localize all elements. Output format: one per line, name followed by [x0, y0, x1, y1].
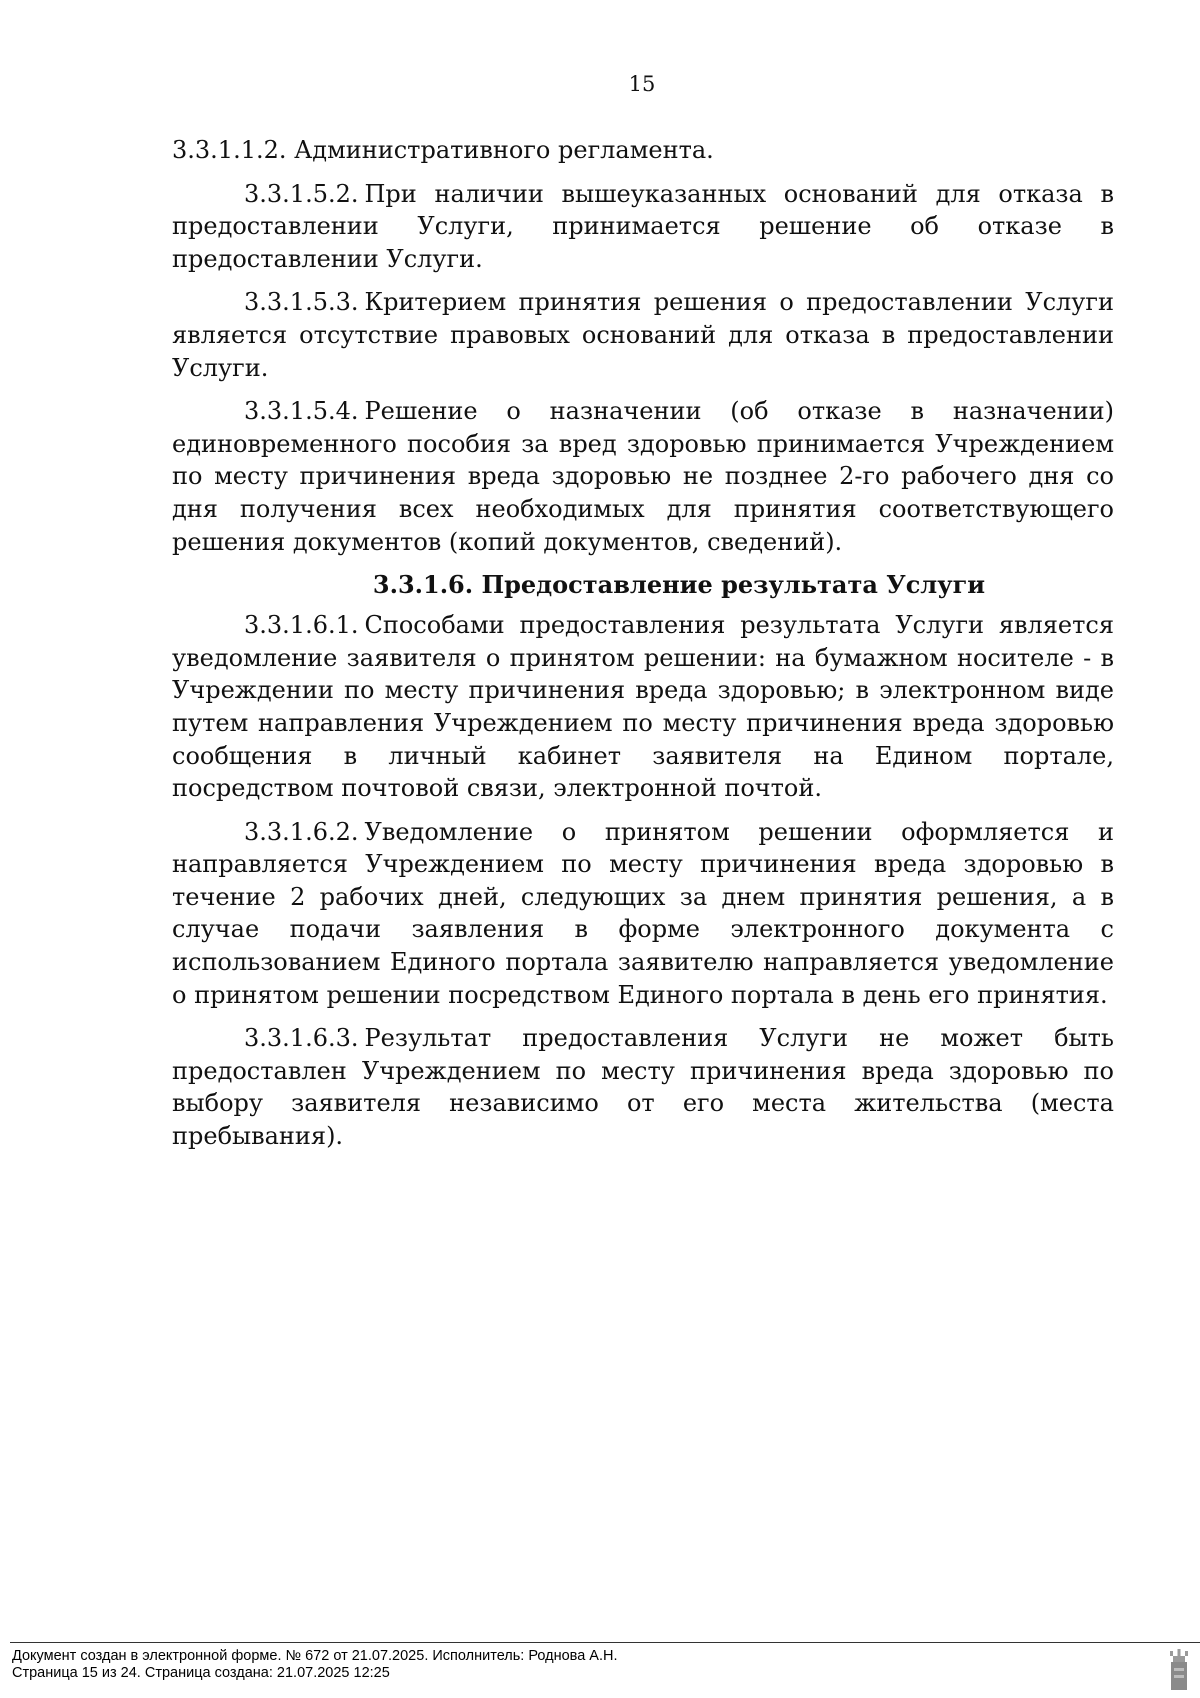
paragraph-3-3-1-5-3: [172, 286, 1114, 384]
paragraph-number: 3.3.1.5.2.: [244, 179, 359, 208]
paragraph-3-3-1-5-2: [172, 178, 1114, 276]
paragraph-text: 3.3.1.1.2. Административного регламента.: [172, 136, 714, 164]
paragraph-number: 3.3.1.5.4.: [244, 397, 359, 426]
paragraph-3-3-1-5-4: [172, 395, 1114, 558]
paragraph-number: 3.3.1.5.3.: [244, 288, 359, 317]
paragraph-3-3-1-1-2: [172, 134, 1114, 167]
document-footer: [0, 1640, 1200, 1698]
paragraph-text: Решение о назначении (об отказе в назначении) единовременного пособия за вред здоровью принимается Учреждением по месту причинения вреда здоровью не позднее 2-го рабочего дня со дня получения всех необходимых для принятия соответствующего решения документов (копий документов, сведений).: [172, 397, 1114, 556]
paragraph-text: При наличии вышеуказанных оснований для отказа в предоставлении Услуги, принимается решение об отказе в предоставлении Услуги.: [172, 179, 1114, 273]
page-number: 15: [628, 72, 656, 96]
paragraph-text: Способами предоставления результата Услуги является уведомление заявителя о принятом решении: на бумажном носителе - в Учреждении по месту причинения вреда здоровью; в электронном виде путем направления Учреждением по месту причинения вреда здоровью сообщения в личный кабинет заявителя на Едином портале, посредством почтовой связи, электронной почтой.: [172, 611, 1114, 803]
footer-line-page: Страница 15 из 24. Страница создана: 21.07.2025 12:25: [12, 1665, 390, 1681]
coat-of-arms-icon: [1168, 1648, 1190, 1692]
paragraph-number: 3.3.1.6.2.: [244, 817, 359, 846]
paragraph-3-3-1-6-3: [172, 1022, 1114, 1152]
paragraph-3-3-1-6-2: [172, 816, 1114, 1012]
paragraph-3-3-1-6-1: [172, 609, 1114, 805]
paragraph-number: 3.3.1.6.1.: [244, 611, 359, 640]
paragraph-text: Уведомление о принятом решении оформляется и направляется Учреждением по месту причинения вреда здоровью в течение 2 рабочих дней, следующих за днем принятия решения, а в случае подачи заявления в форме электронного документа с использованием Единого портала заявителю направляется уведомление о принятом решении посредством Единого портала в день его принятия.: [172, 817, 1114, 1009]
document-body: [172, 134, 1114, 1164]
paragraph-text: Результат предоставления Услуги не может быть предоставлен Учреждением по месту причинения вреда здоровью по выбору заявителя независимо от его места жительства (места пребывания).: [172, 1024, 1114, 1151]
section-heading: 3.3.1.6. Предоставление результата Услуги: [372, 570, 986, 600]
paragraph-text: Критерием принятия решения о предоставлении Услуги является отсутствие правовых оснований для отказа в предоставлении Услуги.: [172, 288, 1114, 382]
paragraph-number: 3.3.1.6.3.: [244, 1024, 359, 1053]
footer-line-document: Документ создан в электронной форме. № 672 от 21.07.2025. Исполнитель: Роднова А.Н.: [12, 1648, 618, 1664]
footer-text: [12, 1648, 618, 1682]
footer-divider: [10, 1642, 1200, 1643]
